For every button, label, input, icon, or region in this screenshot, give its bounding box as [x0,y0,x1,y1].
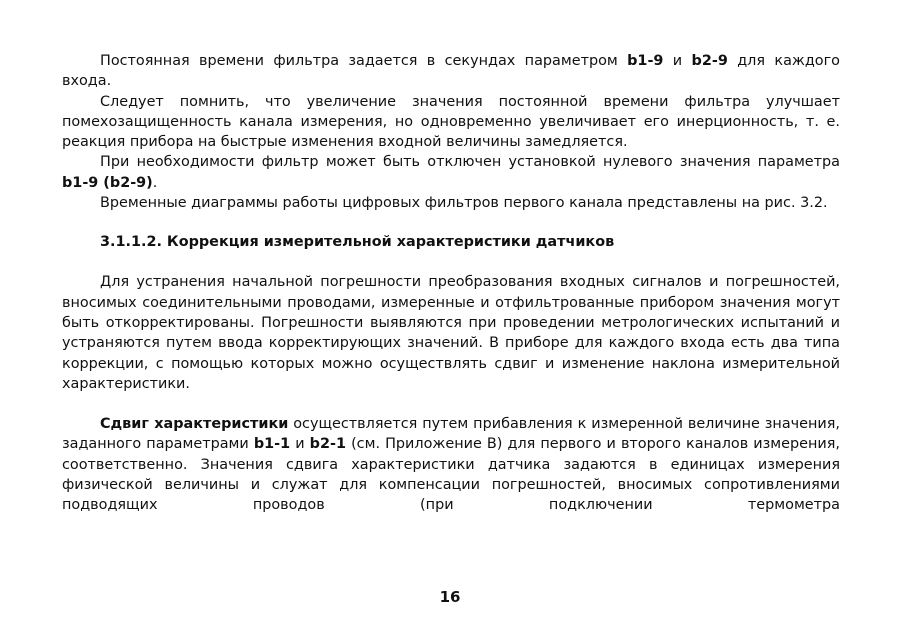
paragraph-filter-time-constant [62,51,840,92]
page-number: 16 [439,588,461,606]
spacer [62,394,840,414]
parameter-code: b1-9 [627,53,664,69]
term-bold: Сдвиг характеристики [100,416,289,433]
paragraph-timing-diagrams [62,193,840,213]
parameter-code: b1-1 [253,436,291,453]
document-page [62,51,840,516]
spacer [62,213,840,232]
paragraph-text: Следует помнить, что увеличение значения постоянной времени фильтра улучшает помехозащищенность канала измерения, но одновременно увеличивает его инерционность, т. е. реакция прибора на быстрые изменения входной величины замедляется. [62,93,840,151]
paragraph-characteristic-shift [62,414,840,515]
section-heading: 3.1.1.2. Коррекция измерительной характеристики датчиков [100,234,615,251]
paragraph-filter-disable [62,152,840,193]
paragraph-text: осуществляется путем прибавления к измеренной величине значения, заданного параметрами [62,416,840,453]
parameter-code: b2-9 [691,53,728,69]
spacer [62,252,840,272]
parameter-code: b2-1 [309,436,346,453]
paragraph-filter-inertia [62,92,840,153]
paragraph-text: При необходимости фильтр может быть отключен установкой нулевого значения параметра [100,154,840,171]
paragraph-text: (см. Приложение В) для первого и второго каналов измерения, соответственно. Значения сдвига характеристики датчика задаются в единицах измерения физической величины и служат для компенсации погрешностей, вносимых сопротивлениями подводящих проводов (при подключении термометра [62,436,840,514]
paragraph-correction-intro [62,272,840,394]
paragraph-text: для каждого входа. [62,53,840,90]
paragraph-text: Для устранения начальной погрешности преобразования входных сигналов и погрешностей, вносимых соединительными проводами, измеренные и отфильтрованные прибором значения могут быть откорректированы. Погрешности выявляются при проведении метрологических испытаний и устраняются путем ввода корректирующих значений. В приборе для каждого входа есть два типа коррекции, с помощью которых можно осуществлять сдвиг и изменение наклона измерительной характеристики. [62,274,840,392]
paragraph-text: и [663,53,692,69]
paragraph-text: и [290,436,310,453]
parameter-code: b1-9 (b2-9) [62,174,153,191]
paragraph-text: Постоянная времени фильтра задается в секундах параметром [100,53,628,69]
paragraph-text: . [152,174,158,191]
paragraph-text: Временные диаграммы работы цифровых фильтров первого канала представлены на рис. 3.2. [100,195,828,212]
